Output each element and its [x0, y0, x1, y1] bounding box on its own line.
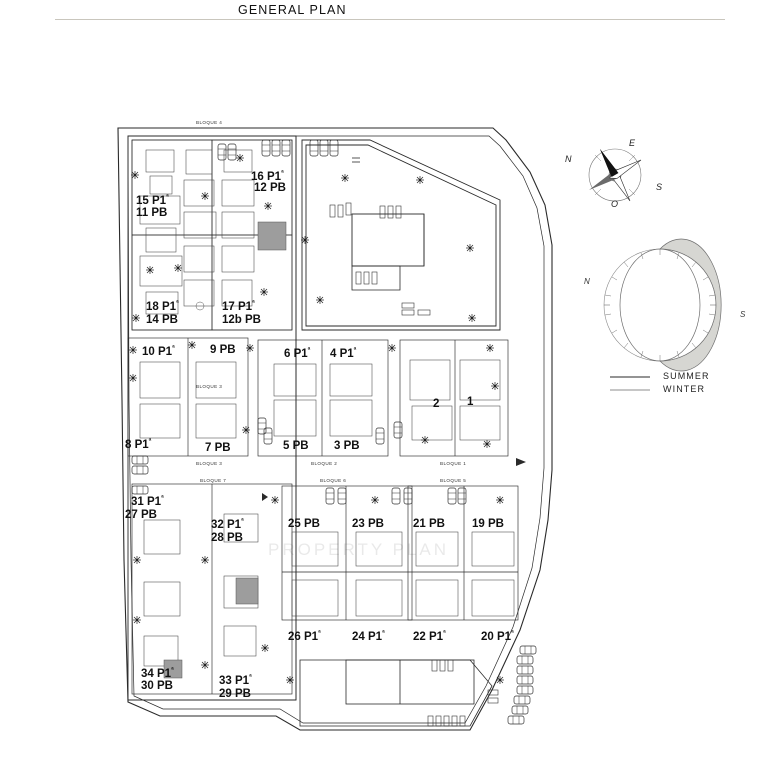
unit-label-u7pb [205, 443, 231, 455]
unit-label-u12bpb [222, 315, 261, 327]
unit-label-u10 [142, 345, 175, 358]
unit-label-text: 22 P1 [413, 630, 444, 643]
unit-label-u30pb [141, 681, 173, 693]
unit-label-text: 11 PB [136, 207, 168, 219]
compass-west-label: O [611, 199, 619, 209]
unit-label-text: 27 PB [125, 509, 157, 521]
unit-label-u11pb [136, 208, 167, 220]
unit-label-superscript: ª [281, 170, 284, 177]
block-label: BLOQUE 5 [440, 478, 467, 483]
unit-label-text: 26 P1 [288, 630, 319, 643]
unit-label-text: 9 PB [210, 344, 236, 356]
unit-label-u26 [288, 630, 321, 643]
unit-label-text: 17 P1 [222, 300, 253, 313]
block-label: BLOQUE 3 [196, 384, 223, 389]
unit-label-text: 29 PB [219, 688, 251, 700]
unit-label-u8 [125, 438, 151, 451]
unit-label-text: 31 P1 [131, 495, 162, 508]
unit-label-u5pb [283, 441, 309, 453]
unit-label-u29pb [219, 689, 251, 701]
unit-label-u12pb [254, 183, 286, 195]
unit-label-text: 20 P1 [481, 630, 512, 643]
unit-label-u28pb [211, 533, 243, 545]
unit-label-u17 [222, 300, 255, 313]
unit-label-u14pb [146, 315, 178, 327]
unit-label-text: 18 P1 [146, 300, 177, 313]
unit-label-text: 7 PB [205, 442, 231, 454]
unit-label-text: 33 P1 [219, 674, 250, 687]
unit-label-u24 [352, 630, 385, 643]
unit-label-text: 6 P1 [284, 347, 308, 360]
unit-label-u34 [141, 667, 174, 680]
unit-label-u23pb [352, 519, 384, 531]
unit-label-text: 8 P1 [125, 438, 149, 451]
unit-label-text: 32 P1 [211, 518, 242, 531]
unit-label-text: 34 P1 [141, 667, 172, 680]
block-label: BLOQUE 7 [200, 478, 227, 483]
unit-label-text: 15 P1 [136, 194, 167, 207]
unit-label-superscript: ª [172, 345, 175, 352]
compass-east-label: E [629, 138, 636, 148]
unit-label-u9pb [210, 345, 236, 357]
unit-label-u19pb [472, 519, 504, 531]
unit-label-text: 12 PB [254, 182, 286, 194]
unit-label-superscript: ª [171, 667, 174, 674]
unit-label-u15 [136, 194, 169, 207]
unit-label-u20 [481, 630, 514, 643]
unit-label-u1 [467, 397, 473, 409]
block-label: BLOQUE 4 [196, 120, 223, 125]
unit-label-superscript: ª [166, 194, 169, 201]
unit-label-superscript: ª [249, 674, 252, 681]
unit-label-u22 [413, 630, 446, 643]
block-label: BLOQUE 3 [196, 461, 223, 466]
block-label: BLOQUE 1 [440, 461, 467, 466]
unit-label-superscript: ª [511, 630, 514, 637]
unit-label-u32 [211, 518, 244, 531]
unit-label-u21pb [413, 519, 445, 531]
unit-label-text: 23 PB [352, 518, 384, 530]
compass-south-label: S [656, 182, 663, 192]
legend-summer-label: SUMMER [663, 371, 710, 381]
unit-label-superscript: ª [252, 300, 255, 307]
unit-label-text: 12b PB [222, 314, 261, 326]
unit-label-superscript: ª [353, 347, 357, 354]
block-label: BLOQUE 2 [311, 461, 338, 466]
unit-label-text: 14 PB [146, 314, 178, 326]
sun-left-label: N [584, 277, 590, 286]
unit-label-superscript: ª [443, 630, 446, 637]
sun-right-label: S [740, 310, 746, 319]
unit-label-text: 10 P1 [142, 345, 173, 358]
unit-label-u27pb [125, 510, 157, 522]
unit-label-text: 2 [433, 398, 440, 410]
unit-label-text: 5 PB [283, 440, 309, 452]
unit-label-superscript: ª [161, 495, 164, 502]
unit-label-u6 [284, 347, 310, 360]
unit-label-text: 19 PB [472, 518, 504, 530]
unit-label-u2 [433, 399, 439, 411]
unit-label-u33 [219, 674, 252, 687]
unit-label-superscript: ª [176, 300, 179, 307]
unit-label-u25pb [288, 519, 320, 531]
unit-label-text: 28 PB [211, 532, 243, 544]
watermark: PROPERTY PLAN [268, 540, 450, 559]
unit-label-text: 30 PB [141, 680, 173, 692]
unit-label-superscript: ª [241, 518, 244, 525]
unit-label-text: 4 P1 [330, 347, 354, 360]
unit-label-u18 [146, 300, 179, 313]
unit-label-superscript: ª [307, 347, 311, 354]
unit-label-superscript: ª [382, 630, 385, 637]
unit-label-superscript: ª [148, 438, 152, 445]
compass-north-label: N [565, 154, 572, 164]
unit-label-text: 3 PB [334, 440, 360, 452]
unit-label-u4 [330, 347, 356, 360]
legend-winter-label: WINTER [663, 384, 706, 394]
unit-label-text: 16 P1 [251, 170, 282, 183]
unit-label-text: 21 PB [413, 518, 445, 530]
unit-label-text: 25 PB [288, 518, 320, 530]
unit-label-text: 24 P1 [352, 630, 383, 643]
unit-label-u31 [131, 495, 164, 508]
block-label: BLOQUE 6 [320, 478, 347, 483]
unit-label-u3pb [334, 441, 360, 453]
page-title: GENERAL PLAN [238, 3, 347, 17]
unit-label-text: 1 [467, 396, 474, 408]
unit-label-superscript: ª [318, 630, 321, 637]
